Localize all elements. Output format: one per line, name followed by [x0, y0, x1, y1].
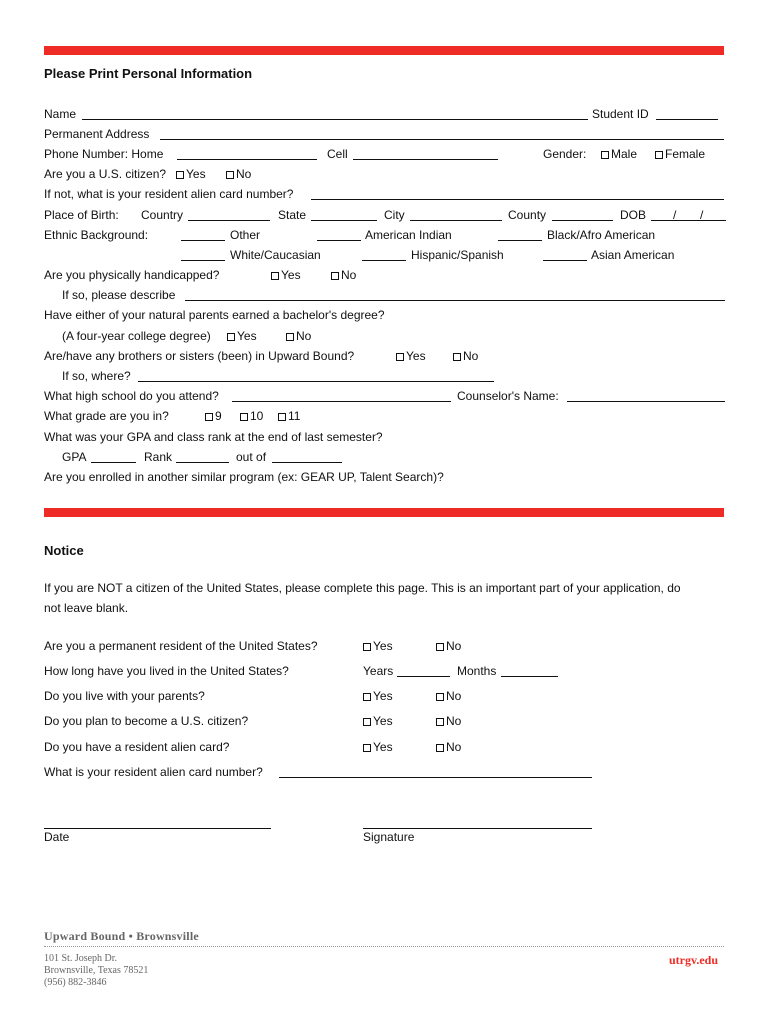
state-field[interactable] — [311, 220, 377, 221]
place-of-birth-label: Place of Birth: — [44, 208, 119, 222]
name-field[interactable] — [82, 119, 588, 120]
plan-citizen-no-checkbox[interactable] — [436, 714, 461, 728]
personal-info-heading: Please Print Personal Information — [44, 66, 253, 81]
cell-label: Cell — [327, 147, 348, 161]
checkbox-box — [363, 643, 371, 651]
checkbox-box — [363, 693, 371, 701]
footer-brand: Upward Bound • Brownsville — [44, 929, 199, 943]
handicapped-label: Are you physically handicapped? — [44, 268, 220, 282]
four-year-label: (A four-year college degree) — [62, 329, 211, 343]
footer-phone: (956) 882-3846 — [44, 977, 107, 988]
notice-heading: Notice — [44, 543, 84, 558]
county-field[interactable] — [552, 220, 613, 221]
ethnic-american-indian-label: American Indian — [365, 228, 452, 242]
checkbox-box — [436, 643, 444, 651]
city-label: City — [384, 208, 405, 222]
counselor-label: Counselor's Name: — [457, 389, 559, 403]
checkbox-box — [453, 353, 461, 361]
dob-label: DOB — [620, 208, 647, 222]
no-label: No — [446, 639, 462, 653]
gender-label: Gender: — [543, 147, 587, 161]
ethnic-asian-label: Asian American — [591, 248, 675, 262]
describe-field[interactable] — [185, 300, 725, 301]
plan-citizen-question: Do you plan to become a U.S. citizen? — [44, 714, 249, 728]
permanent-resident-yes-checkbox[interactable] — [363, 639, 393, 653]
country-field[interactable] — [188, 220, 270, 221]
grade-10-checkbox[interactable] — [240, 409, 263, 423]
card-number-field[interactable] — [279, 777, 592, 778]
ethnic-black-field[interactable] — [498, 240, 542, 241]
date-field[interactable] — [44, 828, 271, 829]
yes-label: Yes — [373, 689, 393, 703]
ethnic-hispanic-field[interactable] — [362, 260, 406, 261]
date-label: Date — [44, 830, 70, 844]
grade-11-label: 11 — [288, 409, 301, 423]
handicapped-yes-checkbox[interactable] — [271, 268, 301, 282]
live-with-parents-yes-checkbox[interactable] — [363, 689, 393, 703]
section-divider-bar — [44, 508, 724, 517]
phone-home-label: Phone Number: Home — [44, 147, 164, 161]
no-label: No — [341, 268, 357, 282]
ethnic-white-field[interactable] — [181, 260, 225, 261]
ethnic-white-label: White/Caucasian — [230, 248, 321, 262]
footer-address-line-1: 101 St. Joseph Dr. — [44, 953, 118, 964]
plan-citizen-yes-checkbox[interactable] — [363, 714, 393, 728]
have-card-question: Do you have a resident alien card? — [44, 740, 230, 754]
phone-home-field[interactable] — [177, 159, 317, 160]
checkbox-box — [227, 333, 235, 341]
county-label: County — [508, 208, 547, 222]
gpa-question: What was your GPA and class rank at the end of last semester? — [44, 430, 383, 444]
checkbox-box — [331, 272, 339, 280]
us-citizen-yes-checkbox[interactable] — [176, 167, 206, 181]
permanent-resident-question: Are you a permanent resident of the United States? — [44, 639, 318, 653]
permanent-resident-no-checkbox[interactable] — [436, 639, 461, 653]
ethnic-other-label: Other — [230, 228, 261, 242]
card-number-question: What is your resident alien card number? — [44, 765, 263, 779]
checkbox-box — [601, 151, 609, 159]
checkbox-box — [205, 413, 213, 421]
signature-label: Signature — [363, 830, 415, 844]
yes-label: Yes — [281, 268, 301, 282]
checkbox-box — [436, 693, 444, 701]
no-label: No — [236, 167, 252, 181]
top-accent-bar — [44, 46, 724, 55]
checkbox-box — [396, 353, 404, 361]
student-id-label: Student ID — [592, 107, 649, 121]
out-of-label: out of — [236, 450, 267, 464]
checkbox-box — [363, 718, 371, 726]
state-label: State — [278, 208, 307, 222]
ethnic-black-label: Black/Afro American — [547, 228, 656, 242]
counselor-field[interactable] — [567, 401, 725, 402]
dob-separator: / — [673, 208, 677, 222]
female-label: Female — [665, 147, 706, 161]
how-long-question: How long have you lived in the United States? — [44, 664, 289, 678]
dob-field[interactable] — [651, 220, 726, 221]
checkbox-box — [278, 413, 286, 421]
country-label: Country — [141, 208, 184, 222]
checkbox-box — [271, 272, 279, 280]
yes-label: Yes — [406, 349, 426, 363]
siblings-question: Are/have any brothers or sisters (been) in Upward Bound? — [44, 349, 355, 363]
if-so-where-label: If so, where? — [62, 369, 131, 383]
yes-label: Yes — [186, 167, 206, 181]
female-checkbox[interactable] — [655, 147, 705, 161]
footer-website-link[interactable]: utrgv.edu — [668, 953, 718, 967]
footer-divider — [44, 946, 724, 947]
yes-label: Yes — [373, 639, 393, 653]
alien-card-field[interactable] — [311, 199, 724, 200]
grade-question: What grade are you in? — [44, 409, 169, 423]
no-label: No — [296, 329, 312, 343]
no-label: No — [446, 689, 462, 703]
grade-10-label: 10 — [250, 409, 264, 423]
years-field[interactable] — [397, 676, 450, 677]
handicapped-no-checkbox[interactable] — [331, 268, 356, 282]
checkbox-box — [655, 151, 663, 159]
rank-field[interactable] — [176, 462, 229, 463]
describe-label: If so, please describe — [62, 288, 176, 302]
high-school-question: What high school do you attend? — [44, 389, 219, 403]
city-field[interactable] — [410, 220, 502, 221]
checkbox-box — [240, 413, 248, 421]
live-with-parents-no-checkbox[interactable] — [436, 689, 461, 703]
ethnic-asian-field[interactable] — [543, 260, 587, 261]
us-citizen-no-checkbox[interactable] — [226, 167, 251, 181]
gpa-field[interactable] — [91, 462, 136, 463]
months-label: Months — [457, 664, 497, 678]
out-of-field[interactable] — [272, 462, 342, 463]
no-label: No — [463, 349, 479, 363]
ethnic-hispanic-label: Hispanic/Spanish — [411, 248, 504, 262]
high-school-field[interactable] — [232, 401, 451, 402]
checkbox-box — [363, 744, 371, 752]
checkbox-box — [176, 171, 184, 179]
cell-field[interactable] — [353, 159, 498, 160]
alien-card-question: If not, what is your resident alien card number? — [44, 187, 294, 201]
live-with-parents-question: Do you live with your parents? — [44, 689, 205, 703]
ethnic-american-indian-field[interactable] — [317, 240, 361, 241]
notice-text-line-2: not leave blank. — [44, 601, 129, 615]
grade-9-label: 9 — [215, 409, 222, 423]
months-field[interactable] — [501, 676, 558, 677]
yes-label: Yes — [373, 740, 393, 754]
rank-label: Rank — [144, 450, 173, 464]
checkbox-box — [436, 718, 444, 726]
male-checkbox[interactable] — [601, 147, 637, 161]
ethnic-background-label: Ethnic Background: — [44, 228, 149, 242]
siblings-no-checkbox[interactable] — [453, 349, 478, 363]
yes-label: Yes — [373, 714, 393, 728]
ethnic-other-field[interactable] — [181, 240, 225, 241]
parents-degree-no-checkbox[interactable] — [286, 329, 311, 343]
other-program-question: Are you enrolled in another similar program (ex: GEAR UP, Talent Search)? — [44, 470, 444, 484]
no-label: No — [446, 740, 462, 754]
signature-field[interactable] — [363, 828, 592, 829]
parents-degree-yes-checkbox[interactable] — [227, 329, 257, 343]
checkbox-box — [226, 171, 234, 179]
male-label: Male — [611, 147, 638, 161]
no-label: No — [446, 714, 462, 728]
have-card-yes-checkbox[interactable] — [363, 740, 393, 754]
student-id-field[interactable] — [656, 119, 718, 120]
permanent-address-label: Permanent Address — [44, 127, 150, 141]
notice-text-line-1: If you are NOT a citizen of the United States, please complete this page. This is an important part of your application, do — [44, 581, 681, 595]
grade-9-checkbox[interactable] — [205, 409, 222, 423]
siblings-yes-checkbox[interactable] — [396, 349, 426, 363]
footer-address-line-2: Brownsville, Texas 78521 — [44, 965, 149, 976]
us-citizen-label: Are you a U.S. citizen? — [44, 167, 167, 181]
if-so-where-field[interactable] — [138, 381, 494, 382]
gpa-label: GPA — [62, 450, 87, 464]
years-label: Years — [363, 664, 394, 678]
name-label: Name — [44, 107, 77, 121]
checkbox-box — [436, 744, 444, 752]
grade-11-checkbox[interactable] — [278, 409, 300, 423]
parents-degree-question: Have either of your natural parents earned a bachelor's degree? — [44, 308, 385, 322]
permanent-address-field[interactable] — [160, 139, 724, 140]
checkbox-box — [286, 333, 294, 341]
yes-label: Yes — [237, 329, 257, 343]
dob-separator: / — [700, 208, 704, 222]
have-card-no-checkbox[interactable] — [436, 740, 461, 754]
